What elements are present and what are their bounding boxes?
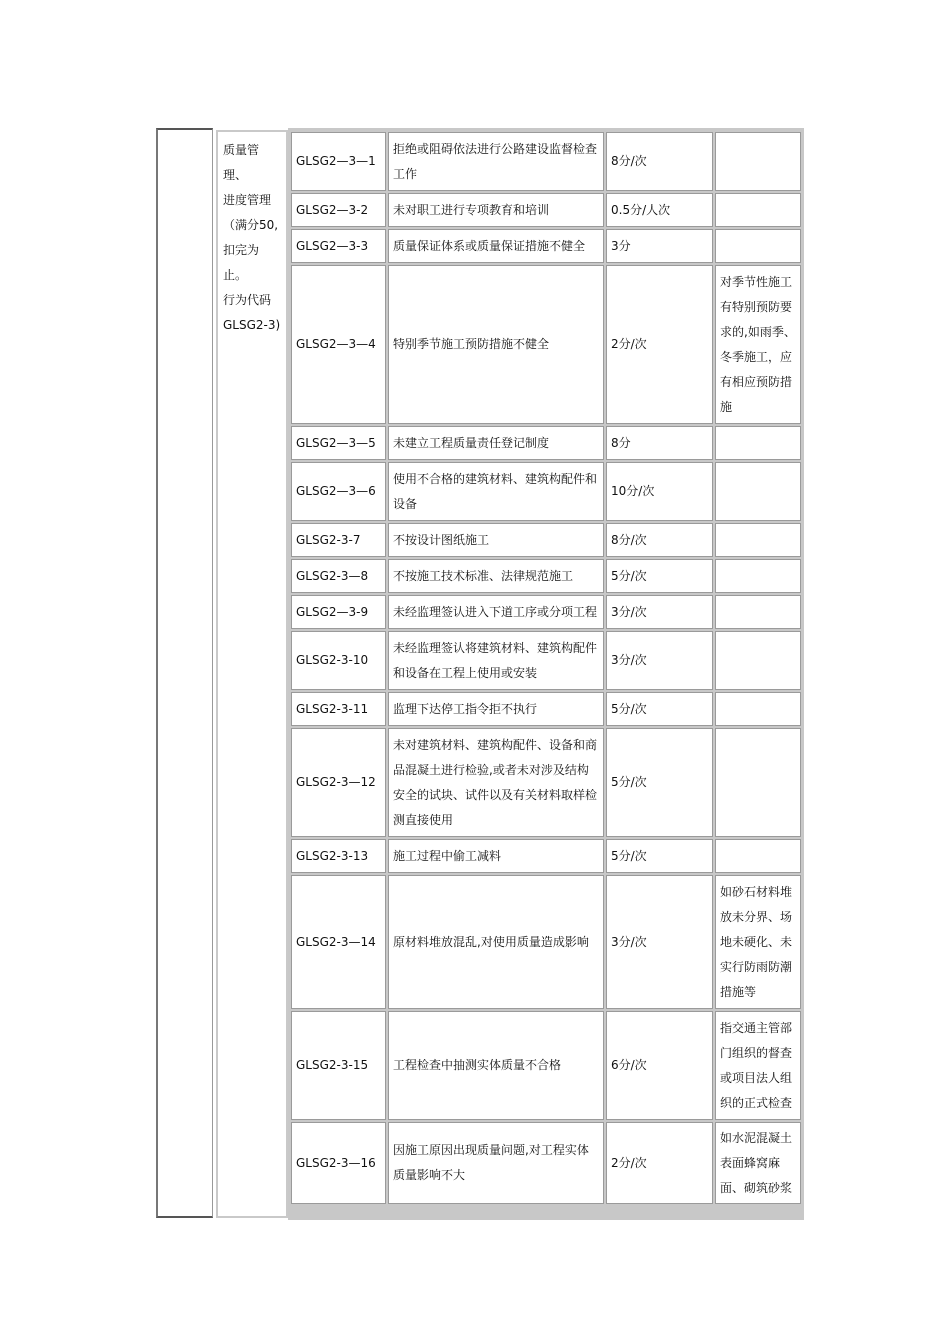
table-row [291, 426, 801, 460]
outer-blank-column [156, 128, 213, 1218]
table-row [291, 462, 801, 521]
desc-cell: 监理下达停工指令拒不执行 [388, 692, 604, 726]
desc-cell: 未对建筑材料、建筑构配件、设备和商品混凝土进行检验,或者未对涉及结构安全的试块、试件以及有关材料取样检测直接使用 [388, 728, 604, 837]
note-cell: 对季节性施工有特别预防要求的,如雨季、冬季施工，应有相应预防措施 [715, 265, 801, 424]
table-row [291, 595, 801, 629]
code-cell: GLSG2-3—16 [291, 1122, 386, 1204]
code-cell: GLSG2—3—6 [291, 462, 386, 521]
desc-cell: 不按施工技术标准、法律规范施工 [388, 559, 604, 593]
score-cell: 2分/次 [606, 1122, 713, 1204]
code-cell: GLSG2-3-10 [291, 631, 386, 690]
note-cell [715, 631, 801, 690]
category-cell [216, 130, 288, 1218]
score-cell: 5分/次 [606, 728, 713, 837]
score-cell: 3分/次 [606, 875, 713, 1009]
score-cell: 5分/次 [606, 692, 713, 726]
score-cell: 0.5分/人次 [606, 193, 713, 227]
score-cell: 3分/次 [606, 631, 713, 690]
category-line: GLSG2-3) [223, 318, 281, 332]
score-cell: 3分/次 [606, 595, 713, 629]
code-cell: GLSG2-3-13 [291, 839, 386, 873]
score-cell: 8分/次 [606, 132, 713, 191]
category-line: 进度管理 [223, 193, 272, 207]
note-cell [715, 193, 801, 227]
note-cell: 如砂石材料堆放未分界、场地未硬化、未实行防雨防潮措施等 [715, 875, 801, 1009]
desc-cell: 原材料堆放混乱,对使用质量造成影响 [388, 875, 604, 1009]
table-row [291, 839, 801, 873]
note-cell [715, 559, 801, 593]
note-text: 如水泥混凝土表面蜂窝麻面、砌筑砂浆 [720, 1130, 793, 1195]
note-cell [715, 462, 801, 521]
table-row [291, 132, 801, 191]
note-cell [715, 229, 801, 263]
desc-cell: 质量保证体系或质量保证措施不健全 [388, 229, 604, 263]
table-row [291, 875, 801, 1009]
code-cell: GLSG2—3—4 [291, 265, 386, 424]
score-cell: 8分/次 [606, 523, 713, 557]
note-cell [715, 426, 801, 460]
table-row [291, 1011, 801, 1120]
code-cell: GLSG2-3—14 [291, 875, 386, 1009]
desc-cell: 工程检查中抽测实体质量不合格 [388, 1011, 604, 1120]
score-cell: 8分 [606, 426, 713, 460]
note-cell [715, 728, 801, 837]
table-row [291, 265, 801, 424]
code-cell: GLSG2—3-2 [291, 193, 386, 227]
note-cell [715, 132, 801, 191]
category-line: 质量管理、 [223, 143, 260, 182]
code-cell: GLSG2-3—12 [291, 728, 386, 837]
rules-table [289, 130, 803, 1206]
score-cell: 2分/次 [606, 265, 713, 424]
desc-cell: 因施工原因出现质量问题,对工程实体质量影响不大 [388, 1122, 604, 1204]
score-cell: 5分/次 [606, 839, 713, 873]
table-row [291, 559, 801, 593]
table-row [291, 692, 801, 726]
desc-cell: 使用不合格的建筑材料、建筑构配件和设备 [388, 462, 604, 521]
score-cell: 6分/次 [606, 1011, 713, 1120]
desc-cell: 不按设计图纸施工 [388, 523, 604, 557]
desc-cell: 未对职工进行专项教育和培训 [388, 193, 604, 227]
table-row [291, 193, 801, 227]
score-cell: 10分/次 [606, 462, 713, 521]
note-cell [715, 692, 801, 726]
desc-cell: 未经监理签认将建筑材料、建筑构配件和设备在工程上使用或安装 [388, 631, 604, 690]
code-cell: GLSG2—3—1 [291, 132, 386, 191]
table-row [291, 523, 801, 557]
code-cell: GLSG2-3-11 [291, 692, 386, 726]
code-cell: GLSG2-3-7 [291, 523, 386, 557]
code-cell: GLSG2—3-3 [291, 229, 386, 263]
note-cell [715, 839, 801, 873]
table-row [291, 229, 801, 263]
score-cell: 5分/次 [606, 559, 713, 593]
category-line: 行为代码 [223, 293, 272, 307]
category-line: 扣完为止。 [223, 243, 260, 282]
desc-cell: 特别季节施工预防措施不健全 [388, 265, 604, 424]
table-row [291, 1122, 801, 1204]
note-cell [715, 1122, 801, 1204]
note-cell [715, 595, 801, 629]
table-row [291, 728, 801, 837]
desc-cell: 拒绝或阻碍依法进行公路建设监督检查工作 [388, 132, 604, 191]
desc-cell: 施工过程中偷工减料 [388, 839, 604, 873]
score-cell: 3分 [606, 229, 713, 263]
desc-cell: 未建立工程质量责任登记制度 [388, 426, 604, 460]
desc-cell: 未经监理签认进入下道工序或分项工程 [388, 595, 604, 629]
note-cell [715, 523, 801, 557]
code-cell: GLSG2-3-15 [291, 1011, 386, 1120]
note-cell: 指交通主管部门组织的督查或项目法人组织的正式检查 [715, 1011, 801, 1120]
code-cell: GLSG2—3-9 [291, 595, 386, 629]
category-line: （满分50, [223, 218, 279, 232]
code-cell: GLSG2—3—5 [291, 426, 386, 460]
code-cell: GLSG2-3—8 [291, 559, 386, 593]
table-row [291, 631, 801, 690]
